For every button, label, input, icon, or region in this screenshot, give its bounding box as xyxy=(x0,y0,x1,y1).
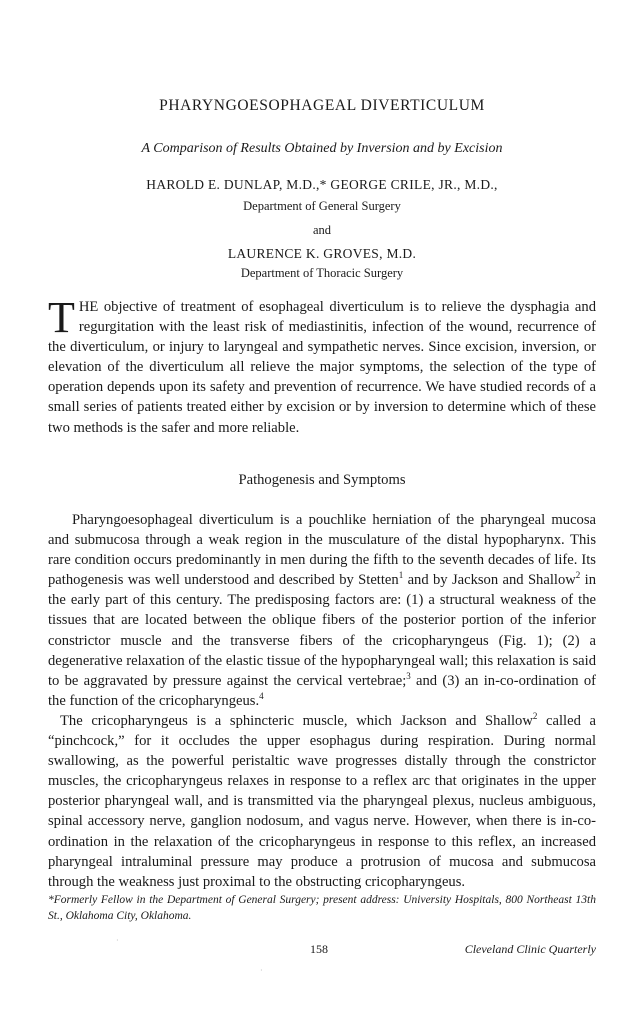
journal-name: Cleveland Clinic Quarterly xyxy=(464,942,596,956)
intro-text: HE objective of treatment of esophageal diverticulum is to relieve the dysphagia and regurgitation with the least risk of mediastinitis, infection of the wound, recurrence of the diverticulum, or injury to laryngeal and sympathetic nerves. Since excision, inversion, or elevation of the diverticulum all relieve the major symptoms, the selection of the type of operation depends upon its safety and prevention of recurrence. We have studied records of a small series of patients treated either by excision or by inversion to determine which of these two methods is the safer and more reliable. xyxy=(48,299,596,436)
reference-2b: 2 xyxy=(532,711,538,722)
department-thoracic-surgery: Department of Thoracic Surgery xyxy=(240,266,404,280)
page-footer xyxy=(48,942,596,960)
pathogenesis-paragraph xyxy=(48,510,596,711)
reference-3: 3 xyxy=(406,670,411,681)
section-heading: Pathogenesis and Symptoms xyxy=(238,472,406,488)
intro-paragraph xyxy=(48,293,596,438)
authors-line: HAROLD E. DUNLAP, M.D.,* GEORGE CRILE, JR., M.D., xyxy=(146,177,498,192)
para3-text-2: called a “pinchcock,” for it occludes the upper esophagus during respiration. During normal swallowing, as the powerful peristaltic wave progresses distally through the constrictor muscles, the cricopharyngeus relaxes in response to a reflex arc that originates in the upper posterior pharyngeal wall, and is transmitted via the pharyngeal plexus, nucleus ambiguous, spinal accessory nerve, ganglion nodosum, and vagus nerve. However, when there is in-co-ordination in the relaxation of the cricopharyngeus in response to this reflex, an increased pharyngeal intraluminal pressure may produce a protrusion of mucosa and submucosa through the weakness just proximal to the obstructing cricopharyngeus. xyxy=(48,713,596,890)
third-author: LAURENCE K. GROVES, M.D. xyxy=(227,246,417,261)
page-number: 158 xyxy=(310,942,328,956)
article-title: PHARYNGOESOPHAGEAL DIVERTICULUM xyxy=(159,97,485,114)
para2-text-2: and by Jackson and Shallow xyxy=(403,572,576,589)
author-conjunction: and xyxy=(312,223,332,237)
scan-speck: · xyxy=(116,936,119,945)
author-footnote: *Formerly Fellow in the Department of General Surgery; present address: University Hospitals, 800 Northeast 13th St., Oklahoma City, Oklahoma. xyxy=(48,894,596,922)
para3-text-1: The cricopharyngeus is a sphincteric muscle, which Jackson and Shallow xyxy=(60,713,533,729)
drop-cap: T xyxy=(48,293,75,342)
cricopharyngeus-paragraph xyxy=(48,711,596,892)
para2-text-1: Pharyngoesophageal diverticulum is a pouchlike herniation of the pharyngeal mucosa and submucosa through a weak region in the musculature of the distal hypopharynx. This rare condition occurs predominantly in men during the fifth to the seventh decades of life. Its pathogenesis was well understood and described by Stetten xyxy=(48,512,596,589)
scan-speck: · xyxy=(260,966,263,975)
department-general-surgery: Department of General Surgery xyxy=(243,199,401,213)
para2-text-3: in the early part of this century. The predisposing factors are: (1) a structural weakness of the tissues that are located between the oblique fibers of the posterior portion of the inferior constrictor muscle and the transverse fibers of the cricopharyngeus (Fig. 1); (2) a degenerative relaxation of the elastic tissue of the hypopharyngeal wall; this relaxation is said to be aggravated by pressure against the cervical vertebrae; xyxy=(48,572,596,689)
para2-text-4: and (3) an in-co-ordination of the function of the cricopharyngeus. xyxy=(48,672,596,709)
reference-2: 2 xyxy=(575,570,581,581)
reference-1: 1 xyxy=(398,570,404,581)
reference-4: 4 xyxy=(259,690,264,701)
article-subtitle: A Comparison of Results Obtained by Inversion and by Excision xyxy=(141,141,503,156)
